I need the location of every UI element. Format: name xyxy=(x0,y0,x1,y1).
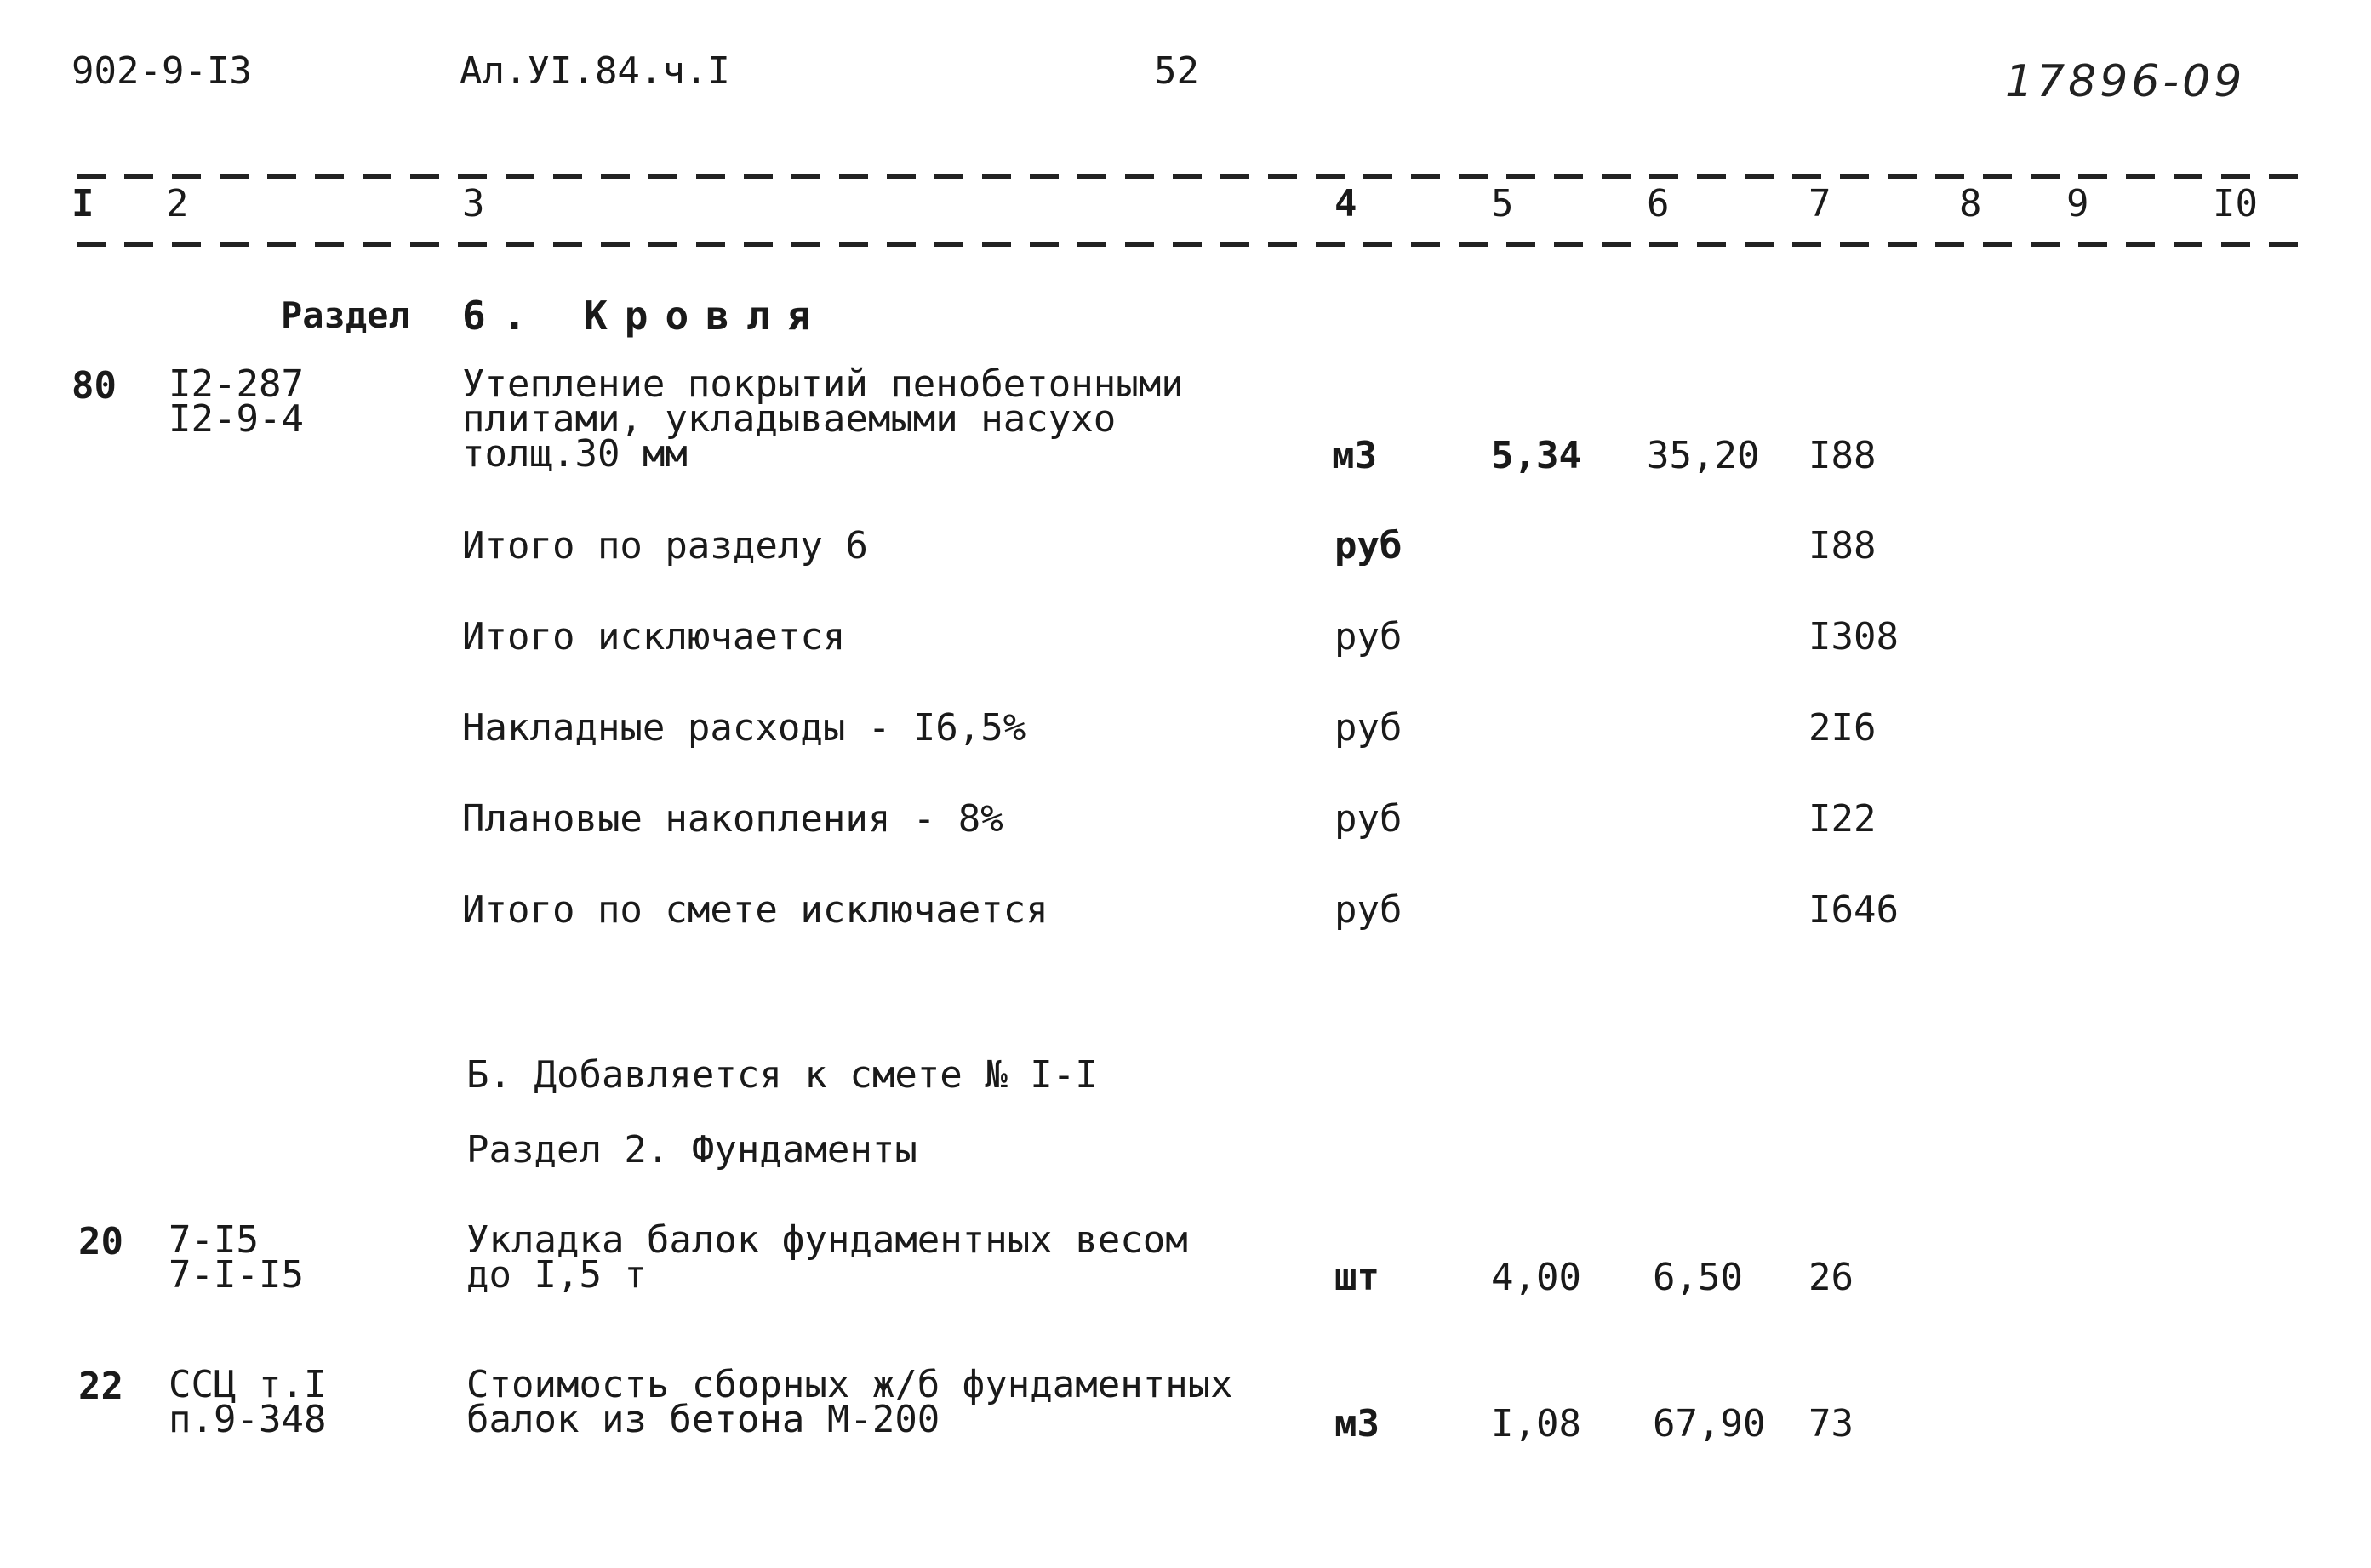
row-number: 80 xyxy=(71,364,117,408)
summary-total: I308 xyxy=(1808,615,1899,659)
row-unit: м3 xyxy=(1332,434,1377,477)
row-number: 22 xyxy=(78,1365,123,1408)
column-header-4: 4 xyxy=(1334,182,1357,225)
summary-label: Итого по смете исключается xyxy=(462,888,1048,932)
summary-unit: руб xyxy=(1334,706,1403,750)
summary-unit: руб xyxy=(1334,888,1403,932)
row-unit: шт xyxy=(1334,1256,1380,1299)
row-description: Укладка балок фундаментных весом до I,5 т xyxy=(466,1218,1188,1297)
row-description: Стоимость сборных ж/б фундаментных балок из бетона М-200 xyxy=(466,1363,1233,1441)
summary-unit: руб xyxy=(1334,524,1403,567)
row-number: 20 xyxy=(78,1220,123,1263)
summary-unit: руб xyxy=(1334,797,1403,841)
row-quantity: I,08 xyxy=(1491,1402,1581,1445)
column-header-1: I xyxy=(71,182,94,225)
column-header-top-rule xyxy=(77,174,2315,179)
column-header-bottom-rule xyxy=(77,242,2315,247)
section-label: Раздел xyxy=(281,294,410,336)
row-description: Утепление покрытий пенобетонными плитами, укладываемыми насухо толщ.30 мм xyxy=(462,362,1184,476)
summary-total: 2I6 xyxy=(1808,706,1877,750)
summary-label: Итого по разделу 6 xyxy=(462,524,868,567)
summary-total: I88 xyxy=(1808,524,1877,567)
column-header-9: 9 xyxy=(2066,182,2089,225)
row-unit: м3 xyxy=(1334,1402,1380,1445)
summary-total: I646 xyxy=(1808,888,1899,932)
page-number: 52 xyxy=(1154,49,1199,93)
column-header-8: 8 xyxy=(1959,182,1982,225)
summary-unit: руб xyxy=(1334,615,1403,659)
row-total: 26 xyxy=(1808,1256,1854,1299)
row-price: 35,20 xyxy=(1647,434,1760,477)
row-quantity: 5,34 xyxy=(1491,434,1581,477)
summary-label: Плановые накопления - 8% xyxy=(462,797,1003,841)
row-price: 67,90 xyxy=(1653,1402,1766,1445)
summary-total: I22 xyxy=(1808,797,1877,841)
column-header-7: 7 xyxy=(1808,182,1831,225)
row-total: 73 xyxy=(1808,1402,1854,1445)
column-header-10: I0 xyxy=(2213,182,2258,225)
row-price: 6,50 xyxy=(1653,1256,1743,1299)
column-header-3: 3 xyxy=(462,182,485,225)
part-b-title: Б. Добавляется к смете № I-I xyxy=(466,1053,1098,1097)
handwritten-number: 17896-09 xyxy=(2005,56,2246,107)
summary-label: Итого исключается xyxy=(462,615,846,659)
column-header-2: 2 xyxy=(166,182,189,225)
column-header-6: 6 xyxy=(1647,182,1670,225)
row-code: I2-287 I2-9-4 xyxy=(169,362,304,441)
column-header-5: 5 xyxy=(1491,182,1514,225)
part-b-section: Раздел 2. Фундаменты xyxy=(466,1128,917,1172)
album-reference: Ал.УI.84.ч.I xyxy=(460,49,730,93)
row-code: ССЦ т.I п.9-348 xyxy=(169,1363,327,1441)
row-total: I88 xyxy=(1808,434,1877,477)
row-quantity: 4,00 xyxy=(1491,1256,1581,1299)
row-code: 7-I5 7-I-I5 xyxy=(169,1218,304,1297)
summary-label: Накладные расходы - I6,5% xyxy=(462,706,1026,750)
section-title: 6. Кровля xyxy=(462,293,828,339)
document-code: 902-9-I3 xyxy=(71,49,252,93)
